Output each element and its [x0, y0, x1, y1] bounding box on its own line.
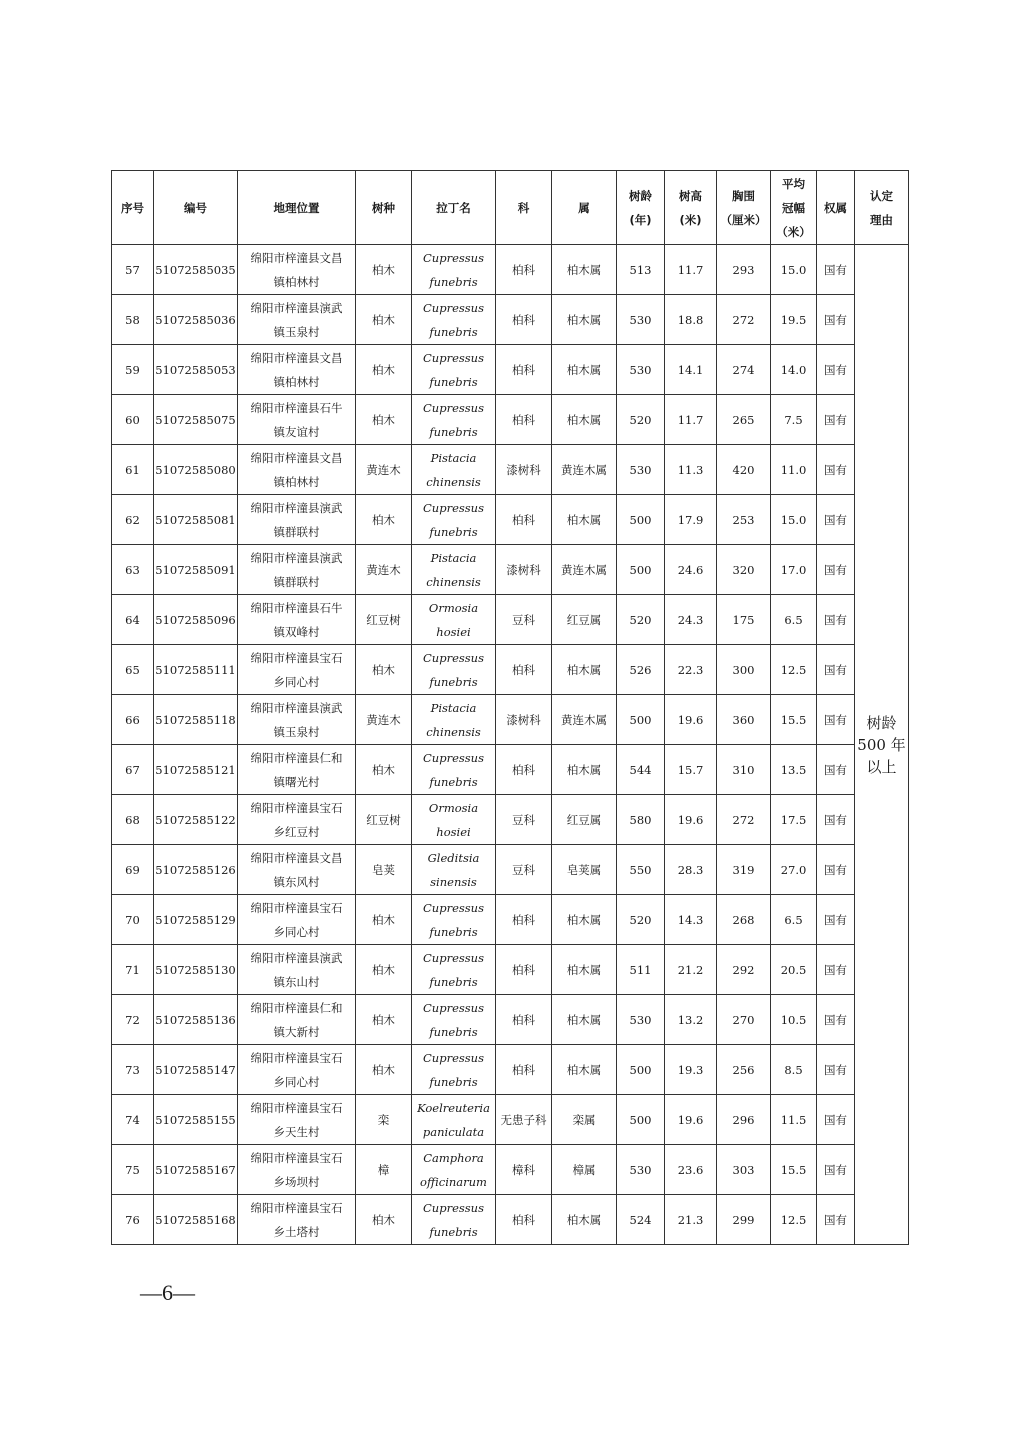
cell-seq: 58: [112, 295, 154, 345]
cell-family: 柏科: [496, 945, 552, 995]
cell-age: 511: [617, 945, 665, 995]
cell-crown: 15.5: [771, 1145, 817, 1195]
cell-species: 樟: [356, 1145, 412, 1195]
cell-age: 530: [617, 295, 665, 345]
cell-girth: 320: [717, 545, 771, 595]
table-body: [112, 245, 909, 1245]
cell-code: 51072585130: [154, 945, 238, 995]
cell-age: 530: [617, 345, 665, 395]
table-row: [112, 1045, 909, 1095]
cell-genus: 柏木属: [552, 645, 617, 695]
cell-genus: 柏木属: [552, 745, 617, 795]
cell-code: 51072585075: [154, 395, 238, 445]
cell-genus: 红豆属: [552, 795, 617, 845]
cell-ownership: 国有: [817, 445, 855, 495]
cell-latin-name: Cupressus funebris: [412, 295, 496, 345]
table-row: [112, 295, 909, 345]
cell-crown: 15.0: [771, 495, 817, 545]
cell-genus: 柏木属: [552, 345, 617, 395]
cell-crown: 10.5: [771, 995, 817, 1045]
cell-girth: 300: [717, 645, 771, 695]
header-latin: 拉丁名: [412, 171, 496, 245]
cell-code: 51072585036: [154, 295, 238, 345]
cell-code: 51072585111: [154, 645, 238, 695]
cell-girth: 265: [717, 395, 771, 445]
cell-age: 530: [617, 1145, 665, 1195]
header-code: 编号: [154, 171, 238, 245]
table-row: [112, 645, 909, 695]
table-row: [112, 795, 909, 845]
cell-seq: 60: [112, 395, 154, 445]
cell-family: 柏科: [496, 1045, 552, 1095]
cell-species: 红豆树: [356, 795, 412, 845]
cell-age: 520: [617, 595, 665, 645]
cell-crown: 20.5: [771, 945, 817, 995]
cell-height: 15.7: [665, 745, 717, 795]
cell-genus: 柏木属: [552, 1045, 617, 1095]
cell-code: 51072585053: [154, 345, 238, 395]
cell-family: 豆科: [496, 595, 552, 645]
cell-crown: 6.5: [771, 895, 817, 945]
cell-genus: 皂荚属: [552, 845, 617, 895]
table-row: [112, 1095, 909, 1145]
header-genus: 属: [552, 171, 617, 245]
cell-girth: 293: [717, 245, 771, 295]
cell-species: 柏木: [356, 295, 412, 345]
cell-girth: 274: [717, 345, 771, 395]
ancient-tree-table: [111, 170, 909, 1245]
cell-seq: 73: [112, 1045, 154, 1095]
cell-seq: 76: [112, 1195, 154, 1245]
cell-seq: 72: [112, 995, 154, 1045]
header-crown: 平均 冠幅 （米）: [771, 171, 817, 245]
header-family: 科: [496, 171, 552, 245]
header-basis: 认定 理由: [855, 171, 909, 245]
cell-genus: 黄连木属: [552, 545, 617, 595]
cell-genus: 黄连木属: [552, 445, 617, 495]
cell-latin-name: Cupressus funebris: [412, 245, 496, 295]
cell-code: 51072585167: [154, 1145, 238, 1195]
cell-ownership: 国有: [817, 995, 855, 1045]
cell-ownership: 国有: [817, 295, 855, 345]
cell-code: 51072585035: [154, 245, 238, 295]
cell-genus: 柏木属: [552, 495, 617, 545]
cell-latin-name: Cupressus funebris: [412, 645, 496, 695]
header-height: 树高 (米): [665, 171, 717, 245]
cell-latin-name: Cupressus funebris: [412, 895, 496, 945]
cell-location: 绵阳市梓潼县文昌 镇东风村: [238, 845, 356, 895]
cell-location: 绵阳市梓潼县演武 镇玉泉村: [238, 695, 356, 745]
cell-girth: 299: [717, 1195, 771, 1245]
cell-height: 24.3: [665, 595, 717, 645]
cell-seq: 67: [112, 745, 154, 795]
cell-ownership: 国有: [817, 1045, 855, 1095]
cell-family: 柏科: [496, 345, 552, 395]
cell-girth: 268: [717, 895, 771, 945]
cell-family: 柏科: [496, 645, 552, 695]
cell-crown: 7.5: [771, 395, 817, 445]
cell-genus: 柏木属: [552, 995, 617, 1045]
cell-crown: 19.5: [771, 295, 817, 345]
cell-seq: 66: [112, 695, 154, 745]
table-row: [112, 895, 909, 945]
cell-family: 柏科: [496, 495, 552, 545]
cell-family: 柏科: [496, 1195, 552, 1245]
table-row: [112, 395, 909, 445]
cell-height: 23.6: [665, 1145, 717, 1195]
cell-species: 黄连木: [356, 545, 412, 595]
cell-seq: 62: [112, 495, 154, 545]
cell-species: 柏木: [356, 645, 412, 695]
cell-location: 绵阳市梓潼县宝石 乡土塔村: [238, 1195, 356, 1245]
cell-girth: 319: [717, 845, 771, 895]
cell-location: 绵阳市梓潼县石牛 镇双峰村: [238, 595, 356, 645]
cell-ownership: 国有: [817, 1095, 855, 1145]
cell-species: 柏木: [356, 395, 412, 445]
cell-seq: 63: [112, 545, 154, 595]
cell-height: 19.6: [665, 795, 717, 845]
cell-seq: 59: [112, 345, 154, 395]
cell-age: 544: [617, 745, 665, 795]
cell-genus: 樟属: [552, 1145, 617, 1195]
cell-location: 绵阳市梓潼县石牛 镇友谊村: [238, 395, 356, 445]
cell-location: 绵阳市梓潼县宝石 乡红豆村: [238, 795, 356, 845]
cell-age: 513: [617, 245, 665, 295]
cell-location: 绵阳市梓潼县文昌 镇柏林村: [238, 445, 356, 495]
cell-seq: 68: [112, 795, 154, 845]
cell-height: 18.8: [665, 295, 717, 345]
cell-girth: 420: [717, 445, 771, 495]
cell-family: 柏科: [496, 245, 552, 295]
cell-family: 柏科: [496, 295, 552, 345]
cell-age: 500: [617, 1045, 665, 1095]
cell-ownership: 国有: [817, 395, 855, 445]
cell-crown: 15.0: [771, 245, 817, 295]
cell-code: 51072585168: [154, 1195, 238, 1245]
cell-latin-name: Cupressus funebris: [412, 1045, 496, 1095]
cell-age: 530: [617, 995, 665, 1045]
cell-crown: 6.5: [771, 595, 817, 645]
cell-species: 柏木: [356, 945, 412, 995]
cell-latin-name: Koelreuteria paniculata: [412, 1095, 496, 1145]
cell-girth: 303: [717, 1145, 771, 1195]
cell-genus: 柏木属: [552, 245, 617, 295]
header-age: 树龄 (年): [617, 171, 665, 245]
cell-species: 柏木: [356, 495, 412, 545]
cell-genus: 柏木属: [552, 945, 617, 995]
table-row: [112, 695, 909, 745]
cell-latin-name: Cupressus funebris: [412, 395, 496, 445]
cell-height: 22.3: [665, 645, 717, 695]
cell-genus: 红豆属: [552, 595, 617, 645]
cell-latin-name: Cupressus funebris: [412, 745, 496, 795]
cell-ownership: 国有: [817, 945, 855, 995]
cell-family: 漆树科: [496, 695, 552, 745]
cell-location: 绵阳市梓潼县演武 镇群联村: [238, 495, 356, 545]
cell-species: 红豆树: [356, 595, 412, 645]
cell-height: 21.3: [665, 1195, 717, 1245]
cell-height: 14.1: [665, 345, 717, 395]
table-row: [112, 1145, 909, 1195]
cell-girth: 292: [717, 945, 771, 995]
cell-height: 19.6: [665, 695, 717, 745]
cell-height: 11.7: [665, 395, 717, 445]
cell-latin-name: Cupressus funebris: [412, 345, 496, 395]
cell-ownership: 国有: [817, 245, 855, 295]
cell-ownership: 国有: [817, 795, 855, 845]
cell-ownership: 国有: [817, 645, 855, 695]
table-row: [112, 495, 909, 545]
cell-code: 51072585081: [154, 495, 238, 545]
page-number: —6—: [140, 1280, 195, 1305]
cell-code: 51072585080: [154, 445, 238, 495]
cell-height: 13.2: [665, 995, 717, 1045]
cell-girth: 310: [717, 745, 771, 795]
cell-code: 51072585118: [154, 695, 238, 745]
cell-crown: 12.5: [771, 645, 817, 695]
cell-ownership: 国有: [817, 845, 855, 895]
cell-latin-name: Pistacia chinensis: [412, 695, 496, 745]
cell-code: 51072585096: [154, 595, 238, 645]
cell-girth: 253: [717, 495, 771, 545]
cell-crown: 13.5: [771, 745, 817, 795]
cell-latin-name: Ormosia hosiei: [412, 595, 496, 645]
cell-family: 樟科: [496, 1145, 552, 1195]
cell-genus: 柏木属: [552, 295, 617, 345]
cell-height: 11.7: [665, 245, 717, 295]
table-row: [112, 245, 909, 295]
cell-crown: 11.5: [771, 1095, 817, 1145]
cell-height: 17.9: [665, 495, 717, 545]
cell-age: 520: [617, 395, 665, 445]
cell-age: 550: [617, 845, 665, 895]
table-row: [112, 595, 909, 645]
cell-height: 11.3: [665, 445, 717, 495]
cell-location: 绵阳市梓潼县宝石 乡场坝村: [238, 1145, 356, 1195]
cell-age: 500: [617, 495, 665, 545]
cell-family: 柏科: [496, 395, 552, 445]
cell-age: 520: [617, 895, 665, 945]
cell-basis: 树龄 500 年 以上: [855, 245, 909, 1245]
cell-latin-name: Cupressus funebris: [412, 945, 496, 995]
cell-latin-name: Cupressus funebris: [412, 1195, 496, 1245]
cell-latin-name: Gleditsia sinensis: [412, 845, 496, 895]
table-row: [112, 745, 909, 795]
cell-location: 绵阳市梓潼县宝石 乡同心村: [238, 1045, 356, 1095]
cell-seq: 61: [112, 445, 154, 495]
table-row: [112, 345, 909, 395]
cell-age: 526: [617, 645, 665, 695]
cell-girth: 272: [717, 795, 771, 845]
cell-species: 柏木: [356, 245, 412, 295]
cell-age: 524: [617, 1195, 665, 1245]
cell-ownership: 国有: [817, 1195, 855, 1245]
cell-girth: 175: [717, 595, 771, 645]
cell-age: 500: [617, 545, 665, 595]
table-row: [112, 845, 909, 895]
cell-seq: 69: [112, 845, 154, 895]
table-row: [112, 445, 909, 495]
cell-location: 绵阳市梓潼县宝石 乡同心村: [238, 895, 356, 945]
cell-code: 51072585122: [154, 795, 238, 845]
cell-code: 51072585129: [154, 895, 238, 945]
cell-location: 绵阳市梓潼县文昌 镇柏林村: [238, 345, 356, 395]
cell-height: 21.2: [665, 945, 717, 995]
cell-latin-name: Camphora officinarum: [412, 1145, 496, 1195]
cell-family: 柏科: [496, 745, 552, 795]
cell-height: 19.6: [665, 1095, 717, 1145]
cell-code: 51072585136: [154, 995, 238, 1045]
cell-seq: 64: [112, 595, 154, 645]
cell-ownership: 国有: [817, 1145, 855, 1195]
header-location: 地理位置: [238, 171, 356, 245]
cell-species: 黄连木: [356, 695, 412, 745]
cell-girth: 360: [717, 695, 771, 745]
cell-code: 51072585155: [154, 1095, 238, 1145]
cell-genus: 柏木属: [552, 895, 617, 945]
cell-family: 无患子科: [496, 1095, 552, 1145]
cell-height: 24.6: [665, 545, 717, 595]
cell-species: 柏木: [356, 895, 412, 945]
cell-species: 柏木: [356, 1195, 412, 1245]
cell-latin-name: Cupressus funebris: [412, 495, 496, 545]
cell-family: 柏科: [496, 895, 552, 945]
cell-genus: 栾属: [552, 1095, 617, 1145]
cell-ownership: 国有: [817, 895, 855, 945]
cell-age: 500: [617, 1095, 665, 1145]
cell-ownership: 国有: [817, 495, 855, 545]
cell-genus: 黄连木属: [552, 695, 617, 745]
cell-age: 580: [617, 795, 665, 845]
cell-location: 绵阳市梓潼县宝石 乡同心村: [238, 645, 356, 695]
cell-seq: 75: [112, 1145, 154, 1195]
header-species: 树种: [356, 171, 412, 245]
cell-genus: 柏木属: [552, 1195, 617, 1245]
cell-latin-name: Pistacia chinensis: [412, 545, 496, 595]
table-header-row: [112, 171, 909, 245]
cell-location: 绵阳市梓潼县演武 镇群联村: [238, 545, 356, 595]
cell-family: 漆树科: [496, 445, 552, 495]
cell-crown: 11.0: [771, 445, 817, 495]
cell-species: 柏木: [356, 745, 412, 795]
cell-crown: 12.5: [771, 1195, 817, 1245]
cell-species: 柏木: [356, 995, 412, 1045]
cell-family: 豆科: [496, 845, 552, 895]
cell-latin-name: Pistacia chinensis: [412, 445, 496, 495]
cell-crown: 15.5: [771, 695, 817, 745]
cell-genus: 柏木属: [552, 395, 617, 445]
cell-ownership: 国有: [817, 545, 855, 595]
cell-girth: 270: [717, 995, 771, 1045]
cell-family: 漆树科: [496, 545, 552, 595]
cell-code: 51072585121: [154, 745, 238, 795]
cell-height: 28.3: [665, 845, 717, 895]
cell-crown: 17.0: [771, 545, 817, 595]
cell-species: 皂荚: [356, 845, 412, 895]
cell-height: 19.3: [665, 1045, 717, 1095]
cell-crown: 27.0: [771, 845, 817, 895]
cell-location: 绵阳市梓潼县文昌 镇柏林村: [238, 245, 356, 295]
cell-location: 绵阳市梓潼县仁和 镇曙光村: [238, 745, 356, 795]
cell-seq: 57: [112, 245, 154, 295]
cell-location: 绵阳市梓潼县演武 镇玉泉村: [238, 295, 356, 345]
table-row: [112, 1195, 909, 1245]
header-seq: 序号: [112, 171, 154, 245]
cell-seq: 74: [112, 1095, 154, 1145]
cell-family: 豆科: [496, 795, 552, 845]
cell-location: 绵阳市梓潼县仁和 镇大新村: [238, 995, 356, 1045]
cell-ownership: 国有: [817, 695, 855, 745]
cell-location: 绵阳市梓潼县宝石 乡天生村: [238, 1095, 356, 1145]
cell-girth: 256: [717, 1045, 771, 1095]
cell-species: 黄连木: [356, 445, 412, 495]
cell-ownership: 国有: [817, 345, 855, 395]
header-girth: 胸围 （厘米）: [717, 171, 771, 245]
header-ownership: 权属: [817, 171, 855, 245]
cell-species: 柏木: [356, 1045, 412, 1095]
cell-location: 绵阳市梓潼县演武 镇东山村: [238, 945, 356, 995]
cell-family: 柏科: [496, 995, 552, 1045]
table-row: [112, 945, 909, 995]
cell-seq: 70: [112, 895, 154, 945]
cell-code: 51072585126: [154, 845, 238, 895]
table-row: [112, 545, 909, 595]
cell-girth: 296: [717, 1095, 771, 1145]
cell-seq: 65: [112, 645, 154, 695]
cell-species: 柏木: [356, 345, 412, 395]
cell-latin-name: Ormosia hosiei: [412, 795, 496, 845]
cell-age: 500: [617, 695, 665, 745]
cell-age: 530: [617, 445, 665, 495]
cell-seq: 71: [112, 945, 154, 995]
cell-girth: 272: [717, 295, 771, 345]
cell-species: 栾: [356, 1095, 412, 1145]
cell-height: 14.3: [665, 895, 717, 945]
table-row: [112, 995, 909, 1045]
cell-crown: 14.0: [771, 345, 817, 395]
cell-ownership: 国有: [817, 745, 855, 795]
cell-crown: 17.5: [771, 795, 817, 845]
cell-code: 51072585091: [154, 545, 238, 595]
cell-code: 51072585147: [154, 1045, 238, 1095]
cell-crown: 8.5: [771, 1045, 817, 1095]
cell-ownership: 国有: [817, 595, 855, 645]
cell-latin-name: Cupressus funebris: [412, 995, 496, 1045]
